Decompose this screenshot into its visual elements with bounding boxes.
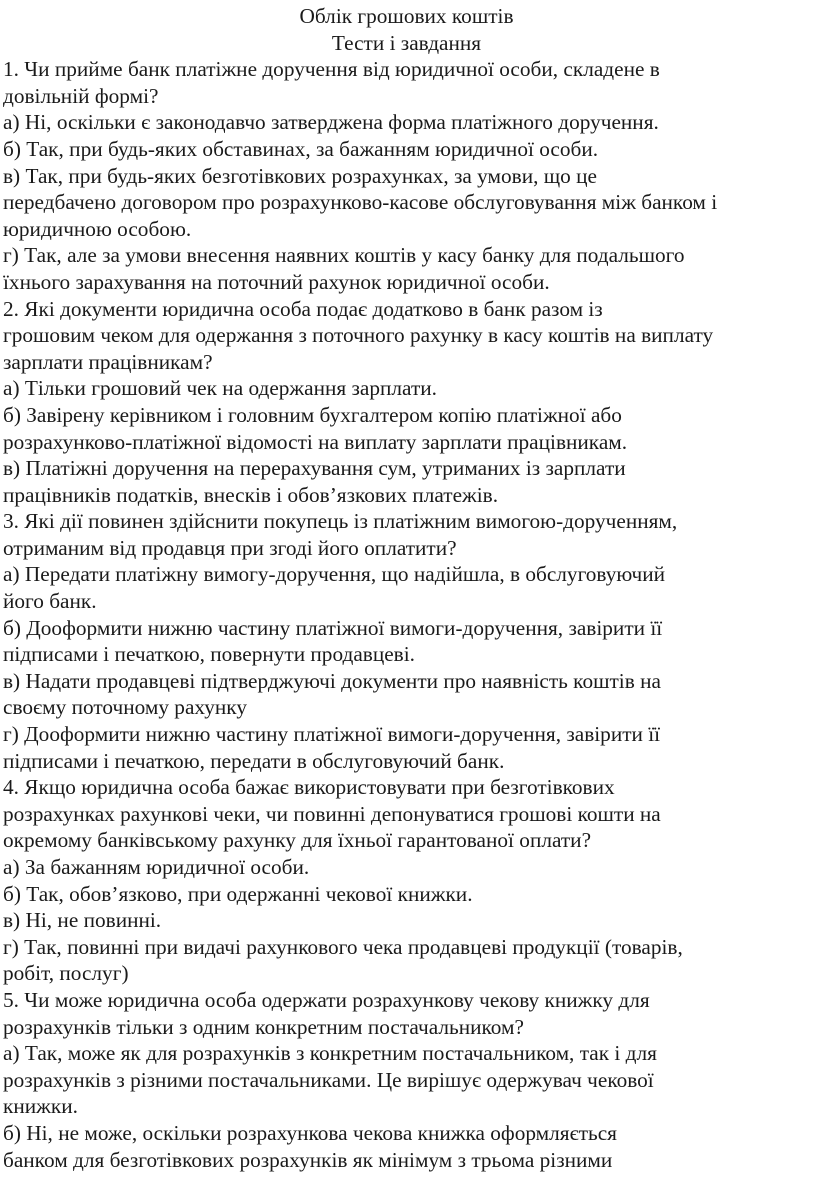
text-line: в) Надати продавцеві підтверджуючі документи про наявність коштів на [3,668,661,693]
text-line: б) Дооформити нижню частину платіжної вимоги-доручення, завірити її [3,615,663,640]
text-line: а) Тільки грошовий чек на одержання зарплати. [3,376,437,401]
text-line: в) Ні, не повинні. [3,908,162,933]
text-line: юридичною особою. [3,216,192,241]
text-line: зарплати працівникам? [3,349,213,374]
text-line: а) Передати платіжну вимогу-доручення, що надійшла, в обслуговуючий [3,562,666,587]
text-line: 3. Які дії повинен здійснити покупець із платіжним вимогою-дорученням, [3,509,678,534]
document-body [3,56,810,1173]
text-line: підписами і печаткою, повернути продавцеві. [3,642,415,667]
text-line: г) Так, але за умови внесення наявних коштів у касу банку для подальшого [3,243,685,268]
text-line: розрахунків тільки з одним конкретним постачальником? [3,1014,524,1039]
document-title: Облік грошових коштів [299,4,514,28]
document-subtitle: Тести і завдання [331,30,482,55]
text-line: 5. Чи може юридична особа одержати розрахункову чекову книжку для [3,987,650,1012]
text-line: б) Так, при будь-яких обставинах, за бажанням юридичної особи. [3,136,599,161]
text-line: а) Так, може як для розрахунків з конкретним постачальником, так і для [3,1041,657,1066]
text-line: 1. Чи прийме банк платіжне доручення від юридичної особи, складене в [3,57,660,82]
text-line: грошовим чеком для одержання з поточного рахунку в касу коштів на виплату [3,323,714,348]
text-line: а) Ні, оскільки є законодавчо затверджена форма платіжного доручення. [3,110,659,135]
text-line: б) Завірену керівником і головним бухгалтером копію платіжної або [3,402,622,427]
text-line: підписами і печаткою, передати в обслуговуючий банк. [3,748,505,773]
text-line: 4. Якщо юридична особа бажає використовувати при безготівкових [3,775,615,800]
text-line: г) Так, повинні при видачі рахункового чека продавцеві продукції (товарів, [3,934,683,959]
text-line: довільній формі? [3,83,159,108]
text-line: б) Так, обов’язково, при одержанні чекової книжки. [3,881,473,906]
text-line: своєму поточному рахунку [3,695,247,720]
text-line: розрахунках рахункові чеки, чи повинні депонуватися грошові кошти на [3,801,661,826]
text-line: б) Ні, не може, оскільки розрахункова чекова книжка оформляється [3,1120,617,1145]
text-line: окремому банківському рахунку для їхньої гарантованої оплати? [3,828,592,853]
text-line: працівників податків, внесків і обов’язкових платежів. [3,482,499,507]
text-line: г) Дооформити нижню частину платіжної вимоги-доручення, завірити її [3,722,661,747]
text-line: а) За бажанням юридичної особи. [3,855,310,879]
text-line: 2. Які документи юридична особа подає додатково в банк разом із [3,296,603,321]
text-line: в) Платіжні доручення на перерахування сум, утриманих із зарплати [3,456,626,481]
text-line: банком для безготівкових розрахунків як мінімум з трьома різними [3,1147,613,1172]
text-line: його банк. [3,589,97,614]
text-line: розрахунків з різними постачальниками. Це вирішує одержувач чекової [3,1067,654,1092]
text-line: книжки. [3,1094,78,1119]
text-line: їхнього зарахування на поточний рахунок юридичної особи. [3,269,550,294]
text-line: робіт, послуг) [3,961,129,986]
text-line: передбачено договором про розрахунково-касове обслуговування між банком і [3,190,718,215]
text-line: отриманим від продавця при згоді його оплатити? [3,535,457,560]
text-line: розрахунково-платіжної відомості на виплату зарплати працівникам. [3,429,628,454]
text-line: в) Так, при будь-яких безготівкових розрахунках, за умови, що це [3,163,597,188]
